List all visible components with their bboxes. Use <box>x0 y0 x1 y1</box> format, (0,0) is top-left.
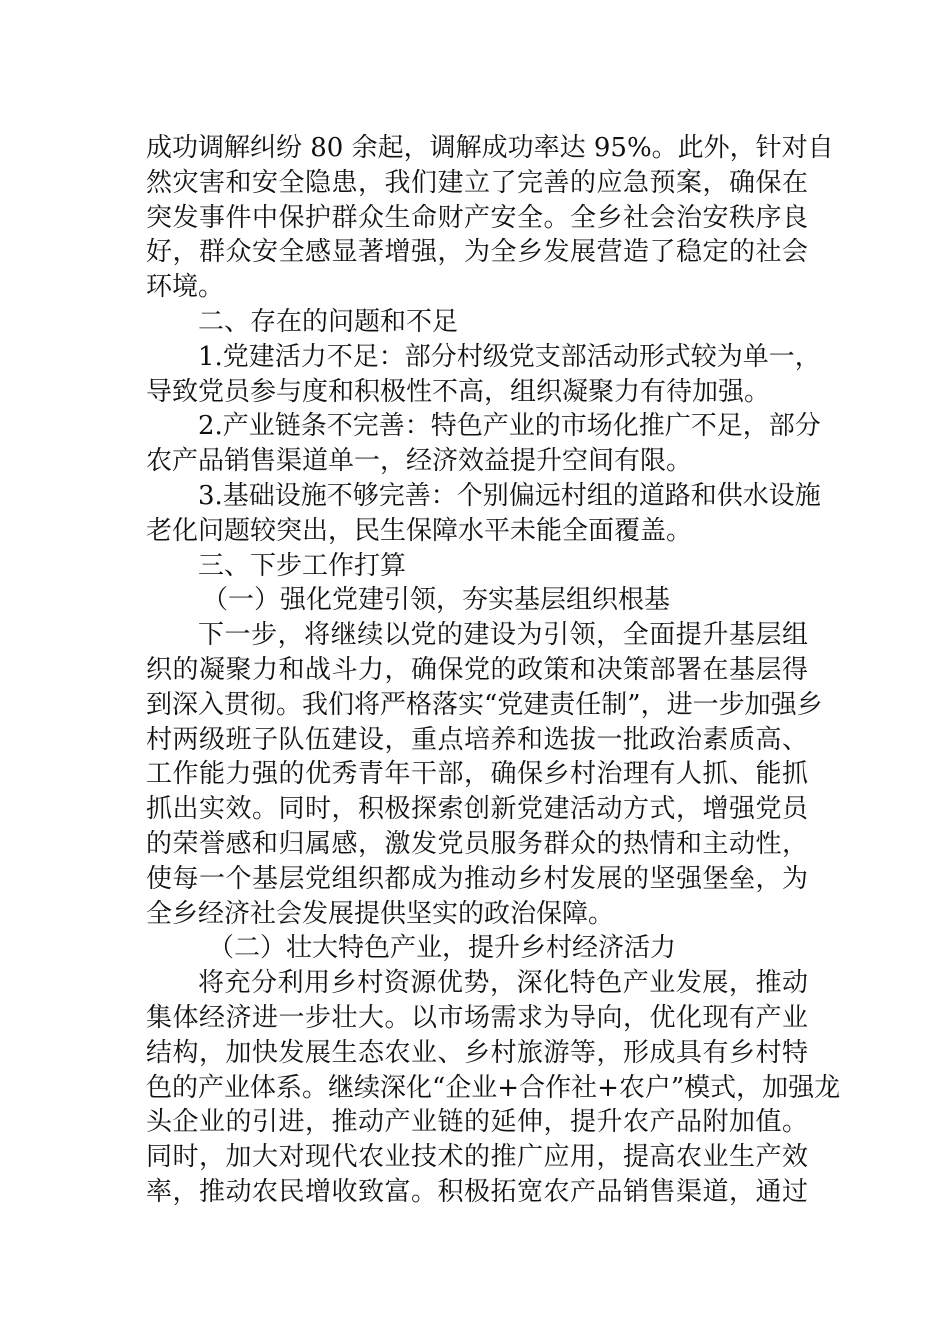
body-line: 结构，加快发展生态农业、乡村旅游等，形成具有乡村特 <box>146 1037 808 1068</box>
body-line: 工作能力强的优秀青年干部，确保乡村治理有人抓、能抓 <box>146 759 808 790</box>
body-line: 抓出实效。同时，积极探索创新党建活动方式，增强党员 <box>146 794 808 825</box>
subsection-heading: （一）强化党建引领，夯实基层组织根基 <box>202 585 671 616</box>
body-line: 3.基础设施不够完善：个别偏远村组的道路和供水设施 <box>198 480 821 511</box>
body-line: 然灾害和安全隐患，我们建立了完善的应急预案，确保在 <box>146 167 808 198</box>
body-line: 环境。 <box>146 272 225 303</box>
body-line: 将充分利用乡村资源优势，深化特色产业发展，推动 <box>198 968 808 999</box>
body-line: 同时，加大对现代农业技术的推广应用，提高农业生产效 <box>146 1142 808 1173</box>
body-line: 突发事件中保护群众生命财产安全。全乡社会治安秩序良 <box>146 202 808 233</box>
body-line: 到深入贯彻。我们将严格落实“党建责任制”，进一步加强乡 <box>146 689 823 720</box>
body-line: 2.产业链条不完善：特色产业的市场化推广不足，部分 <box>198 411 821 442</box>
body-line: 好，群众安全感显著增强，为全乡发展营造了稳定的社会 <box>146 237 808 268</box>
body-line: 老化问题较突出，民生保障水平未能全面覆盖。 <box>146 515 693 546</box>
body-line: 村两级班子队伍建设，重点培养和选拔一批政治素质高、 <box>146 724 808 755</box>
body-line: 的荣誉感和归属感，激发党员服务群众的热情和主动性， <box>146 828 808 859</box>
body-line: 色的产业体系。继续深化“企业+合作社+农户”模式，加强龙 <box>146 1072 841 1103</box>
body-line: 头企业的引进，推动产业链的延伸，提升农产品附加值。 <box>146 1107 808 1138</box>
body-line: 成功调解纠纷 80 余起，调解成功率达 95%。此外，针对自 <box>146 133 834 163</box>
body-line: 1.党建活力不足：部分村级党支部活动形式较为单一， <box>198 341 821 372</box>
body-line: 下一步，将继续以党的建设为引领，全面提升基层组 <box>198 620 808 651</box>
body-line: 导致党员参与度和积极性不高，组织凝聚力有待加强。 <box>146 376 771 407</box>
body-line: 使每一个基层党组织都成为推动乡村发展的坚强堡垒，为 <box>146 863 808 894</box>
body-line: 率，推动农民增收致富。积极拓宽农产品销售渠道，通过 <box>146 1176 808 1207</box>
section-heading: 三、下步工作打算 <box>198 550 407 581</box>
document-body <box>146 131 841 1210</box>
body-line: 织的凝聚力和战斗力，确保党的政策和决策部署在基层得 <box>146 654 808 685</box>
body-line: 全乡经济社会发展提供坚实的政治保障。 <box>146 898 615 929</box>
body-line: 农产品销售渠道单一，经济效益提升空间有限。 <box>146 446 693 477</box>
subsection-heading: （二）壮大特色产业，提升乡村经济活力 <box>208 933 677 964</box>
body-line: 集体经济进一步壮大。以市场需求为导向，优化现有产业 <box>146 1002 808 1033</box>
section-heading: 二、存在的问题和不足 <box>198 306 459 337</box>
